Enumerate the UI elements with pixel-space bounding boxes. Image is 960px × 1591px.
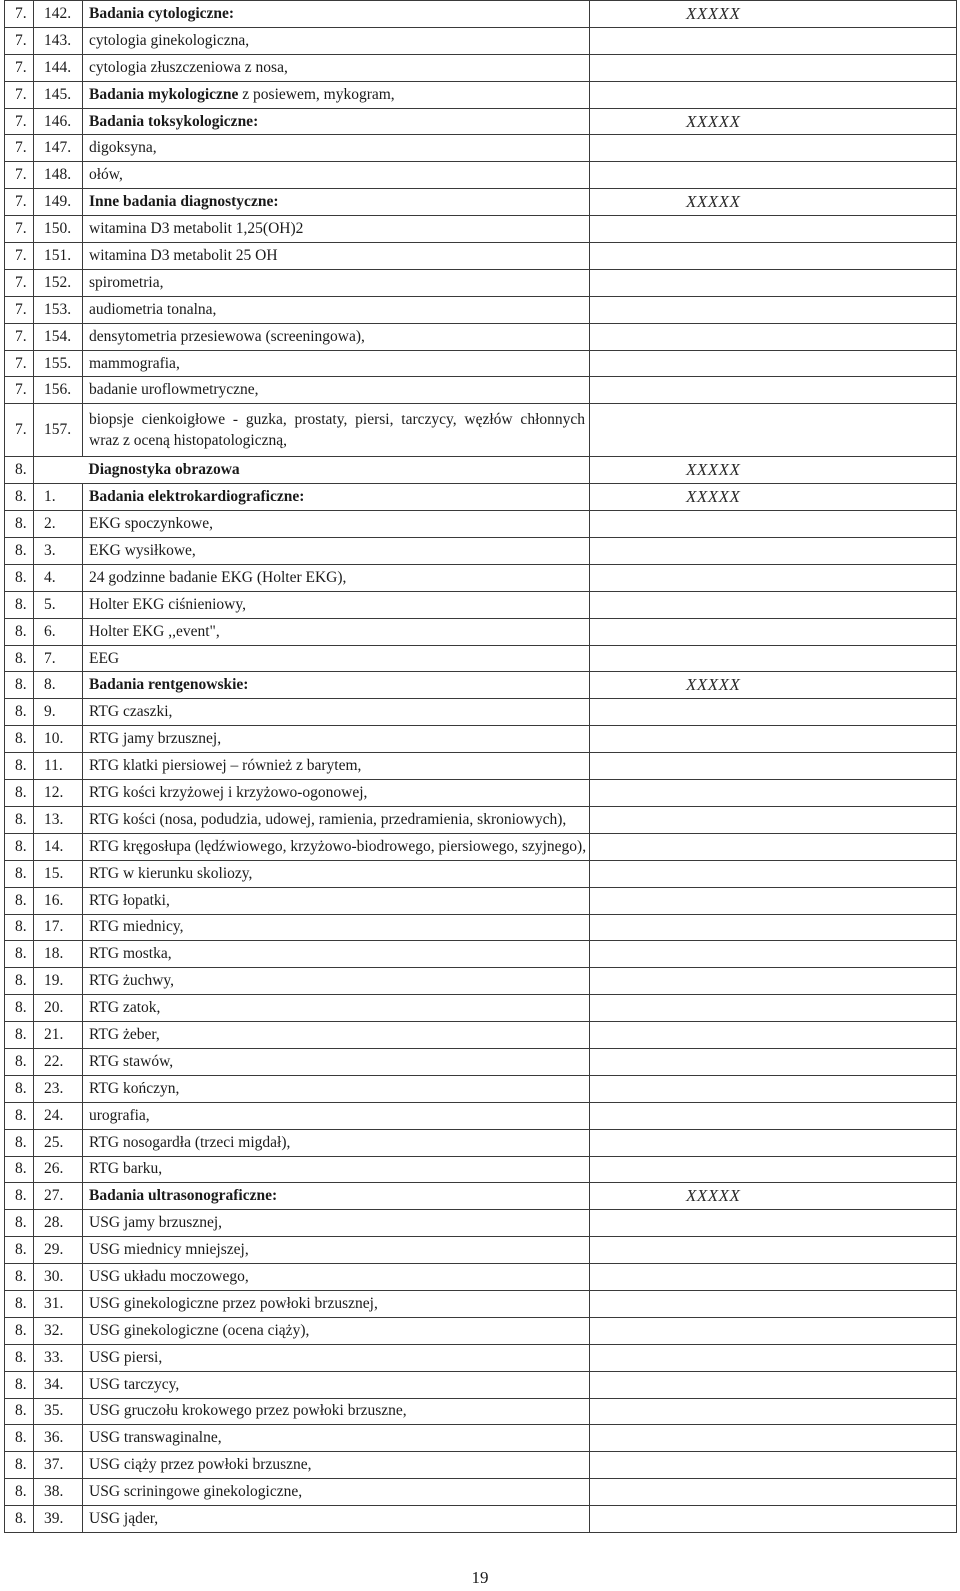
row-item-number: 36. [34,1425,83,1452]
row-item-number: 14. [34,833,83,860]
row-item-number [34,457,83,484]
row-label: EKG spoczynkowe, [83,511,590,538]
table-row [5,1452,957,1479]
row-price-mark [590,968,957,995]
row-chapter-number: 8. [5,1129,34,1156]
row-item-number: 23. [34,1075,83,1102]
table-row [5,350,957,377]
row-item-number: 9. [34,699,83,726]
row-item-number: 156. [34,377,83,404]
row-price-mark: XXXXX [590,108,957,135]
row-price-mark [590,1156,957,1183]
row-price-mark [590,1129,957,1156]
row-item-number: 2. [34,511,83,538]
row-chapter-number: 8. [5,941,34,968]
row-chapter-number: 8. [5,1317,34,1344]
row-item-number: 30. [34,1264,83,1291]
row-label: USG tarczycy, [83,1371,590,1398]
row-label: RTG w kierunku skoliozy, [83,860,590,887]
row-label: RTG barku, [83,1156,590,1183]
row-item-number: 21. [34,1022,83,1049]
table-row [5,162,957,189]
row-item-number: 7. [34,645,83,672]
row-price-mark [590,780,957,807]
row-chapter-number: 8. [5,564,34,591]
row-chapter-number: 8. [5,538,34,565]
row-price-mark [590,404,957,457]
row-label: witamina D3 metabolit 25 OH [83,243,590,270]
row-chapter-number: 7. [5,323,34,350]
row-price-mark [590,54,957,81]
row-chapter-number: 8. [5,1183,34,1210]
page-number: 19 [471,1568,489,1587]
table-row [5,1,957,28]
table-row [5,1075,957,1102]
row-price-mark [590,564,957,591]
row-item-number: 18. [34,941,83,968]
row-chapter-number: 8. [5,511,34,538]
row-item-number: 16. [34,887,83,914]
table-row [5,618,957,645]
row-label: biopsje cienkoigłowe - guzka, prostaty, piersi, tarczycy, węzłów chłonnych wraz z oceną histopatologiczną, [83,404,590,457]
table-row [5,806,957,833]
table-row [5,833,957,860]
row-chapter-number: 8. [5,1425,34,1452]
row-item-number: 148. [34,162,83,189]
row-price-mark [590,27,957,54]
row-price-mark: XXXXX [590,672,957,699]
table-row [5,1506,957,1533]
row-price-mark [590,81,957,108]
row-chapter-number: 8. [5,618,34,645]
table-row [5,780,957,807]
row-label: RTG klatki piersiowej – również z barytem, [83,753,590,780]
row-item-number: 147. [34,135,83,162]
row-chapter-number: 8. [5,806,34,833]
row-label: mammografia, [83,350,590,377]
table-row [5,189,957,216]
row-chapter-number: 7. [5,350,34,377]
row-price-mark [590,726,957,753]
row-chapter-number: 7. [5,189,34,216]
row-label: badanie uroflowmetryczne, [83,377,590,404]
table-row [5,538,957,565]
row-label: USG miednicy mniejszej, [83,1237,590,1264]
row-price-mark [590,941,957,968]
row-chapter-number: 8. [5,1156,34,1183]
row-chapter-number: 8. [5,1344,34,1371]
row-item-number: 20. [34,995,83,1022]
row-item-number: 11. [34,753,83,780]
table-row [5,484,957,511]
row-chapter-number: 7. [5,269,34,296]
row-item-number: 154. [34,323,83,350]
row-label: RTG nosogardła (trzeci migdał), [83,1129,590,1156]
row-label: RTG łopatki, [83,887,590,914]
row-label: Holter EKG ,,event", [83,618,590,645]
row-label-rest: z posiewem, mykogram, [238,85,395,103]
table-row [5,511,957,538]
row-price-mark: XXXXX [590,457,957,484]
row-item-number: 27. [34,1183,83,1210]
row-chapter-number: 8. [5,1102,34,1129]
table-row [5,1371,957,1398]
row-price-mark [590,1048,957,1075]
row-label: EKG wysiłkowe, [83,538,590,565]
row-chapter-number: 8. [5,1479,34,1506]
row-chapter-number: 8. [5,1075,34,1102]
row-chapter-number: 8. [5,914,34,941]
row-item-number: 150. [34,216,83,243]
row-label: witamina D3 metabolit 1,25(OH)2 [83,216,590,243]
row-chapter-number: 7. [5,135,34,162]
row-label: USG ginekologiczne (ocena ciąży), [83,1317,590,1344]
row-chapter-number: 7. [5,81,34,108]
row-chapter-number: 8. [5,591,34,618]
row-chapter-number: 7. [5,54,34,81]
table-row [5,887,957,914]
row-label: Badania cytologiczne: [83,1,590,28]
row-item-number: 3. [34,538,83,565]
row-label: spirometria, [83,269,590,296]
table-row [5,860,957,887]
row-label: Diagnostyka obrazowa [83,457,590,484]
row-chapter-number: 8. [5,1210,34,1237]
row-item-number: 38. [34,1479,83,1506]
row-label: USG gruczołu krokowego przez powłoki brzuszne, [83,1398,590,1425]
row-label: audiometria tonalna, [83,296,590,323]
table-row [5,726,957,753]
row-price-mark [590,995,957,1022]
table-row [5,1048,957,1075]
row-price-mark [590,645,957,672]
row-item-number: 146. [34,108,83,135]
table-row [5,216,957,243]
row-price-mark [590,1264,957,1291]
table-row [5,108,957,135]
row-item-number: 149. [34,189,83,216]
row-price-mark [590,1344,957,1371]
row-price-mark [590,753,957,780]
row-price-mark [590,1317,957,1344]
row-price-mark [590,591,957,618]
row-item-number: 25. [34,1129,83,1156]
row-label: ołów, [83,162,590,189]
row-chapter-number: 8. [5,887,34,914]
row-label: 24 godzinne badanie EKG (Holter EKG), [83,564,590,591]
row-chapter-number: 7. [5,243,34,270]
row-price-mark [590,860,957,887]
row-label: RTG kości krzyżowej i krzyżowo-ogonowej, [83,780,590,807]
row-price-mark: XXXXX [590,1,957,28]
row-item-number: 151. [34,243,83,270]
row-price-mark [590,135,957,162]
row-price-mark [590,1452,957,1479]
table-row [5,1156,957,1183]
row-label: USG jamy brzusznej, [83,1210,590,1237]
row-item-number: 8. [34,672,83,699]
row-price-mark [590,1506,957,1533]
row-chapter-number: 7. [5,27,34,54]
table-row [5,269,957,296]
row-item-number: 10. [34,726,83,753]
row-chapter-number: 7. [5,404,34,457]
table-row [5,1317,957,1344]
row-chapter-number: 8. [5,968,34,995]
row-item-number: 144. [34,54,83,81]
row-chapter-number: 8. [5,753,34,780]
row-price-mark [590,162,957,189]
table-row [5,457,957,484]
row-item-number: 17. [34,914,83,941]
table-row [5,591,957,618]
row-chapter-number: 8. [5,672,34,699]
row-label: densytometria przesiewowa (screeningowa), [83,323,590,350]
row-item-number: 22. [34,1048,83,1075]
table-row [5,1398,957,1425]
row-chapter-number: 8. [5,1237,34,1264]
row-label: cytologia złuszczeniowa z nosa, [83,54,590,81]
row-label: digoksyna, [83,135,590,162]
row-label: RTG żeber, [83,1022,590,1049]
row-price-mark: XXXXX [590,484,957,511]
table-row [5,645,957,672]
row-item-number: 34. [34,1371,83,1398]
row-chapter-number: 8. [5,1506,34,1533]
row-chapter-number: 7. [5,377,34,404]
row-label-bold-part: Badania mykologiczne [89,85,239,103]
row-price-mark [590,350,957,377]
table-row [5,753,957,780]
row-item-number: 37. [34,1452,83,1479]
table-row [5,377,957,404]
row-item-number: 5. [34,591,83,618]
row-item-number: 15. [34,860,83,887]
row-price-mark [590,1237,957,1264]
table-row [5,1022,957,1049]
row-price-mark [590,833,957,860]
row-label: RTG stawów, [83,1048,590,1075]
row-item-number: 145. [34,81,83,108]
row-price-mark [590,1102,957,1129]
row-price-mark [590,887,957,914]
row-label: RTG czaszki, [83,699,590,726]
row-price-mark [590,1371,957,1398]
row-chapter-number: 8. [5,457,34,484]
row-label: Badania toksykologiczne: [83,108,590,135]
row-item-number: 12. [34,780,83,807]
table-row [5,404,957,457]
row-label: RTG jamy brzusznej, [83,726,590,753]
row-label: RTG miednicy, [83,914,590,941]
row-price-mark [590,1290,957,1317]
row-chapter-number: 8. [5,1022,34,1049]
table-row [5,323,957,350]
row-item-number: 32. [34,1317,83,1344]
table-row [5,564,957,591]
row-label: USG układu moczowego, [83,1264,590,1291]
table-row [5,54,957,81]
table-row [5,1479,957,1506]
row-item-number: 157. [34,404,83,457]
row-chapter-number: 8. [5,995,34,1022]
row-price-mark [590,699,957,726]
row-price-mark [590,618,957,645]
row-item-number: 142. [34,1,83,28]
row-chapter-number: 8. [5,645,34,672]
row-price-mark [590,377,957,404]
row-label: Badania ultrasonograficzne: [83,1183,590,1210]
row-price-mark [590,216,957,243]
services-table-body [5,1,957,1533]
row-price-mark [590,1425,957,1452]
table-row [5,1129,957,1156]
row-label: RTG zatok, [83,995,590,1022]
row-item-number: 31. [34,1290,83,1317]
row-label: RTG żuchwy, [83,968,590,995]
table-row [5,1102,957,1129]
table-row [5,1264,957,1291]
row-price-mark [590,296,957,323]
table-row [5,672,957,699]
row-label: Holter EKG ciśnieniowy, [83,591,590,618]
table-row [5,1237,957,1264]
row-chapter-number: 7. [5,296,34,323]
row-label: urografia, [83,1102,590,1129]
row-price-mark [590,323,957,350]
table-row [5,699,957,726]
services-table [4,0,957,1533]
row-price-mark [590,269,957,296]
row-label: Badania rentgenowskie: [83,672,590,699]
row-item-number: 19. [34,968,83,995]
row-label: RTG kręgosłupa (lędźwiowego, krzyżowo-biodrowego, piersiowego, szyjnego), [83,833,590,860]
row-price-mark [590,914,957,941]
row-chapter-number: 8. [5,484,34,511]
row-price-mark [590,538,957,565]
row-chapter-number: 8. [5,1264,34,1291]
row-item-number: 33. [34,1344,83,1371]
row-chapter-number: 8. [5,1398,34,1425]
row-item-number: 152. [34,269,83,296]
row-item-number: 155. [34,350,83,377]
row-chapter-number: 8. [5,860,34,887]
table-row [5,135,957,162]
row-label: USG scriningowe ginekologiczne, [83,1479,590,1506]
table-row [5,1344,957,1371]
row-item-number: 28. [34,1210,83,1237]
row-price-mark [590,1210,957,1237]
row-item-number: 24. [34,1102,83,1129]
row-item-number: 6. [34,618,83,645]
row-label [83,81,590,108]
row-label: USG transwaginalne, [83,1425,590,1452]
row-item-number: 143. [34,27,83,54]
row-chapter-number: 7. [5,108,34,135]
row-item-number: 153. [34,296,83,323]
table-row [5,296,957,323]
row-item-number: 29. [34,1237,83,1264]
row-price-mark [590,1479,957,1506]
table-row [5,914,957,941]
row-price-mark [590,243,957,270]
row-label: RTG kończyn, [83,1075,590,1102]
table-row [5,1290,957,1317]
row-label: USG jąder, [83,1506,590,1533]
row-item-number: 13. [34,806,83,833]
row-label: USG piersi, [83,1344,590,1371]
table-row [5,81,957,108]
row-chapter-number: 7. [5,162,34,189]
row-price-mark [590,1075,957,1102]
row-chapter-number: 8. [5,833,34,860]
row-price-mark [590,1398,957,1425]
row-label: Badania elektrokardiograficzne: [83,484,590,511]
row-chapter-number: 7. [5,216,34,243]
row-price-mark: XXXXX [590,189,957,216]
table-row [5,968,957,995]
row-chapter-number: 8. [5,1290,34,1317]
row-chapter-number: 7. [5,1,34,28]
row-chapter-number: 8. [5,780,34,807]
row-item-number: 26. [34,1156,83,1183]
row-price-mark [590,511,957,538]
row-chapter-number: 8. [5,1371,34,1398]
table-row [5,941,957,968]
row-item-number: 1. [34,484,83,511]
row-item-number: 35. [34,1398,83,1425]
row-label: EEG [83,645,590,672]
table-row [5,1210,957,1237]
table-row [5,1183,957,1210]
table-row [5,1425,957,1452]
row-label: RTG kości (nosa, podudzia, udowej, ramienia, przedramienia, skroniowych), [83,806,590,833]
table-row [5,995,957,1022]
row-price-mark: XXXXX [590,1183,957,1210]
row-label: USG ciąży przez powłoki brzuszne, [83,1452,590,1479]
row-chapter-number: 8. [5,699,34,726]
row-item-number: 39. [34,1506,83,1533]
row-label: Inne badania diagnostyczne: [83,189,590,216]
row-label: RTG mostka, [83,941,590,968]
table-row [5,243,957,270]
row-price-mark [590,806,957,833]
row-label: cytologia ginekologiczna, [83,27,590,54]
row-chapter-number: 8. [5,726,34,753]
row-chapter-number: 8. [5,1452,34,1479]
table-row [5,27,957,54]
row-chapter-number: 8. [5,1048,34,1075]
row-item-number: 4. [34,564,83,591]
row-label: USG ginekologiczne przez powłoki brzusznej, [83,1290,590,1317]
row-price-mark [590,1022,957,1049]
